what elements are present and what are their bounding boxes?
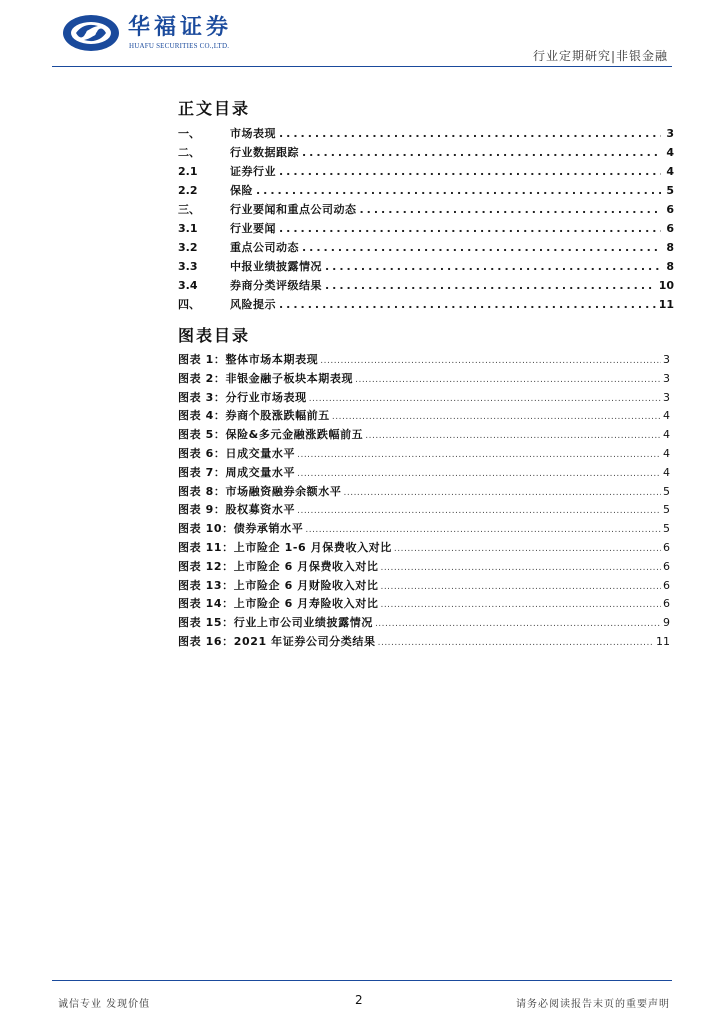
dot-leader: [297, 450, 661, 460]
dot-leader: [380, 582, 661, 592]
figure-entry-label: 图表 8：市场融资融券余额水平: [178, 484, 342, 498]
header-divider: [52, 66, 672, 67]
figure-entry-page: 6: [663, 597, 670, 611]
figure-entry[interactable]: [178, 577, 670, 596]
figure-entry-page: 6: [663, 578, 670, 592]
toc-entry-page: 11: [658, 298, 674, 311]
toc-entry-page: 8: [666, 241, 674, 254]
toc-entry[interactable]: [178, 296, 674, 315]
figure-entry-label: 图表 3：分行业市场表现: [178, 390, 307, 404]
dot-leader: [343, 488, 661, 498]
toc-entry-label: 保险: [230, 184, 253, 197]
dot-leader: [320, 356, 661, 366]
toc-entry-number: 二、: [178, 146, 200, 159]
toc-entry-label: 市场表现: [230, 127, 276, 140]
table-of-contents: [178, 125, 674, 315]
toc-entry-page: 6: [666, 203, 674, 216]
toc-entry[interactable]: [178, 163, 674, 182]
figure-entry-page: 9: [663, 616, 670, 630]
toc-entry[interactable]: [178, 277, 674, 296]
figure-entry-page: 5: [663, 484, 670, 498]
toc-entry-number: 2.1: [178, 165, 198, 178]
figure-entry[interactable]: [178, 501, 670, 520]
figure-entry-label: 图表 11：上市险企 1-6 月保费收入对比: [178, 540, 392, 554]
toc-entry-label: 行业数据跟踪: [230, 146, 299, 159]
figure-entry-page: 6: [663, 540, 670, 554]
toc-entry-number: 3.3: [178, 260, 198, 273]
figure-entry-label: 图表 9：股权募资水平: [178, 503, 296, 517]
figure-entry[interactable]: [178, 539, 670, 558]
toc-entry[interactable]: [178, 201, 674, 220]
toc-entry-label: 风险提示: [230, 298, 276, 311]
toc-entry[interactable]: [178, 144, 674, 163]
toc-entry[interactable]: [178, 239, 674, 258]
toc-entry-page: 4: [666, 146, 674, 159]
dot-leader: [375, 619, 661, 629]
toc-entry[interactable]: [178, 258, 674, 277]
dot-leader: [302, 241, 661, 254]
figure-entry-label: 图表 16：2021 年证券公司分类结果: [178, 634, 376, 648]
figure-entry-page: 3: [663, 390, 670, 404]
dot-leader: [297, 469, 661, 479]
toc-entry-label: 证券行业: [230, 165, 276, 178]
dot-leader: [380, 563, 661, 573]
figure-entry[interactable]: [178, 389, 670, 408]
figure-entry[interactable]: [178, 407, 670, 426]
figure-entry[interactable]: [178, 520, 670, 539]
figure-entry-page: 3: [663, 371, 670, 385]
dot-leader: [279, 127, 661, 140]
dot-leader: [365, 431, 661, 441]
figure-entry-label: 图表 2：非银金融子板块本期表现: [178, 371, 354, 385]
toc-entry-number: 一、: [178, 127, 200, 140]
figure-entry-label: 图表 14：上市险企 6 月寿险收入对比: [178, 597, 379, 611]
dot-leader: [378, 638, 654, 648]
toc-entry-page: 6: [666, 222, 674, 235]
figure-entry[interactable]: [178, 633, 670, 652]
dot-leader: [297, 506, 661, 516]
toc-entry[interactable]: [178, 220, 674, 239]
toc-entry-page: 4: [666, 165, 674, 178]
dot-leader: [332, 412, 661, 422]
figure-entry[interactable]: [178, 464, 670, 483]
figure-entry[interactable]: [178, 558, 670, 577]
figure-entry[interactable]: [178, 370, 670, 389]
brand-name-cn: 华福证券: [128, 14, 233, 40]
figure-entry-label: 图表 10：债券承销水平: [178, 522, 304, 536]
dot-leader: [380, 600, 661, 610]
figure-list-title: 图表目录: [178, 326, 251, 345]
toc-entry-number: 三、: [178, 203, 200, 216]
footer-slogan: 诚信专业 发现价值: [58, 999, 151, 1010]
figure-entry-label: 图表 1：整体市场本期表现: [178, 353, 319, 366]
figure-entry-page: 5: [663, 503, 670, 517]
dot-leader: [360, 203, 662, 216]
figure-entry-label: 图表 13：上市险企 6 月财险收入对比: [178, 578, 379, 592]
toc-entry-page: 8: [666, 260, 674, 273]
figure-entry-label: 图表 12：上市险企 6 月保费收入对比: [178, 559, 379, 573]
toc-entry-number: 四、: [178, 298, 200, 311]
dot-leader: [279, 298, 656, 311]
toc-entry-label: 券商分类评级结果: [230, 279, 322, 292]
toc-entry-number: 3.2: [178, 241, 198, 254]
figure-entry[interactable]: [178, 483, 670, 502]
figure-entry[interactable]: [178, 351, 670, 370]
figure-entry[interactable]: [178, 614, 670, 633]
dot-leader: [325, 260, 661, 273]
dot-leader: [256, 184, 661, 197]
figure-entry[interactable]: [178, 595, 670, 614]
toc-entry-number: 3.1: [178, 222, 198, 235]
toc-entry-number: 2.2: [178, 184, 198, 197]
toc-entry[interactable]: [178, 125, 674, 144]
figure-entry-page: 4: [663, 428, 670, 442]
dot-leader: [305, 525, 661, 535]
report-type: 行业定期研究|非银金融: [532, 49, 668, 63]
page-header: [0, 0, 724, 72]
figure-entry-page: 5: [663, 522, 670, 536]
huafu-logo-icon: [62, 14, 120, 52]
figure-entry-label: 图表 5：保险&多元金融涨跌幅前五: [178, 428, 364, 442]
brand-name-en: HUAFU SECURITIES CO.,LTD.: [129, 42, 230, 50]
figure-entry-page: 4: [663, 465, 670, 479]
figure-entry-page: 11: [656, 634, 670, 648]
toc-entry-label: 中报业绩披露情况: [230, 260, 322, 273]
figure-entry-label: 图表 6：日成交量水平: [178, 446, 296, 460]
figure-entry-page: 3: [663, 353, 670, 366]
toc-entry-page: 3: [666, 127, 674, 140]
footer-disclaimer: 请务必阅读报告末页的重要声明: [516, 999, 670, 1010]
toc-entry[interactable]: [178, 182, 674, 201]
dot-leader: [355, 375, 661, 385]
figure-entry-label: 图表 7：周成交量水平: [178, 465, 296, 479]
figure-entry-page: 4: [663, 409, 670, 423]
dot-leader: [394, 544, 661, 554]
toc-entry-page: 5: [666, 184, 674, 197]
figure-entry[interactable]: [178, 426, 670, 445]
figure-entry-page: 6: [663, 559, 670, 573]
figure-entry[interactable]: [178, 445, 670, 464]
page-number: 2: [355, 993, 363, 1007]
toc-entry-number: 3.4: [178, 279, 198, 292]
toc-entry-label: 行业要闻和重点公司动态: [230, 203, 357, 216]
figure-entry-label: 图表 15：行业上市公司业绩披露情况: [178, 616, 373, 630]
dot-leader: [309, 394, 661, 404]
figure-entry-label: 图表 4：券商个股涨跌幅前五: [178, 409, 330, 423]
toc-title: 正文目录: [178, 99, 251, 118]
dot-leader: [279, 165, 661, 178]
dot-leader: [279, 222, 661, 235]
figure-list: [178, 351, 670, 652]
toc-entry-label: 重点公司动态: [230, 241, 299, 254]
figure-entry-page: 4: [663, 446, 670, 460]
dot-leader: [302, 146, 661, 159]
toc-entry-label: 行业要闻: [230, 222, 276, 235]
toc-entry-page: 10: [658, 279, 674, 292]
dot-leader: [325, 279, 656, 292]
footer-divider: [52, 980, 672, 981]
